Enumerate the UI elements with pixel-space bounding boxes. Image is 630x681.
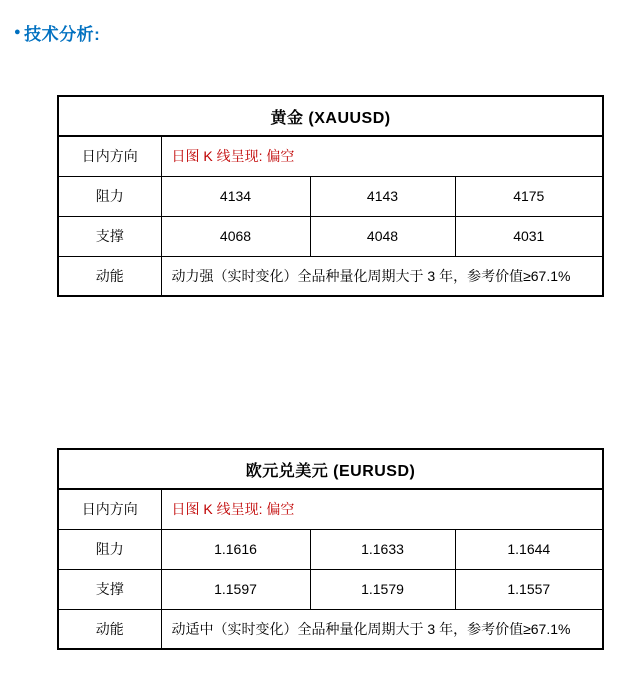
direction-label: 日内方向 — [58, 136, 161, 176]
resistance-value-3: 1.1644 — [455, 529, 603, 569]
support-value-2: 1.1579 — [310, 569, 455, 609]
table-row — [58, 176, 603, 216]
support-label: 支撑 — [58, 569, 161, 609]
table-row — [58, 96, 603, 136]
table-row — [58, 529, 603, 569]
momentum-label: 动能 — [58, 256, 161, 296]
resistance-value-2: 1.1633 — [310, 529, 455, 569]
support-value-3: 4031 — [455, 216, 603, 256]
table-row — [58, 256, 603, 296]
resistance-value-1: 1.1616 — [161, 529, 310, 569]
table-row — [58, 489, 603, 529]
momentum-label: 动能 — [58, 609, 161, 649]
support-value-2: 4048 — [310, 216, 455, 256]
resistance-value-3: 4175 — [455, 176, 603, 216]
resistance-value-1: 4134 — [161, 176, 310, 216]
support-label: 支撑 — [58, 216, 161, 256]
direction-value: 日图 K 线呈现: 偏空 — [161, 136, 603, 176]
table-row — [58, 449, 603, 489]
resistance-label: 阻力 — [58, 529, 161, 569]
direction-value: 日图 K 线呈现: 偏空 — [161, 489, 603, 529]
section-heading-label: 技术分析: — [24, 25, 101, 44]
bullet-icon: ● — [14, 26, 22, 38]
table-row — [58, 136, 603, 176]
table-title: 欧元兑美元 (EURUSD) — [58, 449, 603, 489]
table-title: 黄金 (XAUUSD) — [58, 96, 603, 136]
support-value-1: 1.1597 — [161, 569, 310, 609]
support-value-3: 1.1557 — [455, 569, 603, 609]
direction-label: 日内方向 — [58, 489, 161, 529]
momentum-value: 动力强（实时变化）全品种量化周期大于 3 年，参考价值≥67.1% — [161, 256, 603, 296]
resistance-value-2: 4143 — [310, 176, 455, 216]
resistance-label: 阻力 — [58, 176, 161, 216]
table-row — [58, 216, 603, 256]
table-row — [58, 569, 603, 609]
table-row — [58, 609, 603, 649]
eurusd-analysis-table — [57, 448, 604, 650]
section-heading — [14, 20, 100, 45]
gold-analysis-table — [57, 95, 604, 297]
support-value-1: 4068 — [161, 216, 310, 256]
momentum-value: 动适中（实时变化）全品种量化周期大于 3 年，参考价值≥67.1% — [161, 609, 603, 649]
